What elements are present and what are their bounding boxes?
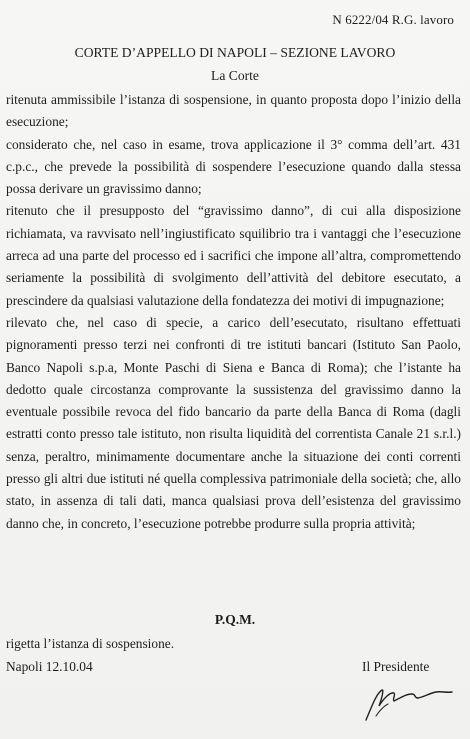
document-body	[6, 89, 461, 535]
court-subtitle: La Corte	[211, 68, 259, 83]
pqm-heading: P.Q.M.	[214, 612, 256, 627]
paragraph-ritenuto: ritenuto che il presupposto del “gravissimo danno”, di cui alla disposizione richiamata, va ravvisato nell’ingiustificato squilibrio tra i vantaggi che l’esecuzione arreca ad una parte del processo ed i sacrifici che impone all’altra, compromettendo seriamente la possibilità di svolgimento dell’attività del debitore esecutato, a prescindere da qualsiasi valutazione della fondatezza dei motivi di impugnazione;	[6, 203, 461, 308]
paragraph-considerato: considerato che, nel caso in esame, trova applicazione il 3° comma dell’art. 431 c.p.c., che prevede la possibilità di sospendere l’esecuzione quando dalla stessa possa derivare un gravissimo danno;	[6, 136, 461, 197]
signatory-title: Il Presidente	[362, 659, 430, 674]
handwritten-signature	[362, 676, 457, 726]
paragraph-rilevato: rilevato che, nel caso di specie, a carico dell’esecutato, risultano effettuati pignoramenti presso terzi nei confronti di tre istituti bancari (Istituto San Paolo, Banco Napoli s.p.a, Monte Paschi di Siena e Banca di Roma); che l’istante ha dedotto quale circostanza comprovante la sussistenza del gravissimo danno la eventuale possibile revoca del fido bancario da parte della Banca di Roma (dagli estratti conto presso tale istituto, non risulta liquidità del correntista Canale 21 s.r.l.) senza, peraltro, minimamente documentare anche la situazione dei conti correnti presso gli altri due istituti né quella complessiva patrimoniale della società; che, allo stato, in assenza di tali dati, manca qualsiasi prova dell’esistenza del gravissimo danno che, in concreto, l’esecuzione potrebbe produrre sulla propria attività;	[6, 314, 461, 531]
paragraph-admissibility: ritenuta ammissibile l’istanza di sospensione, in quanto proposta dopo l’inizio della esecuzione;	[6, 92, 461, 130]
place-date: Napoli 12.10.04	[6, 659, 93, 674]
decision-text: rigetta l’istanza di sospensione.	[6, 636, 175, 651]
case-reference: N 6222/04 R.G. lavoro	[332, 12, 454, 27]
court-heading: CORTE D’APPELLO DI NAPOLI – SEZIONE LAVORO	[74, 45, 396, 60]
